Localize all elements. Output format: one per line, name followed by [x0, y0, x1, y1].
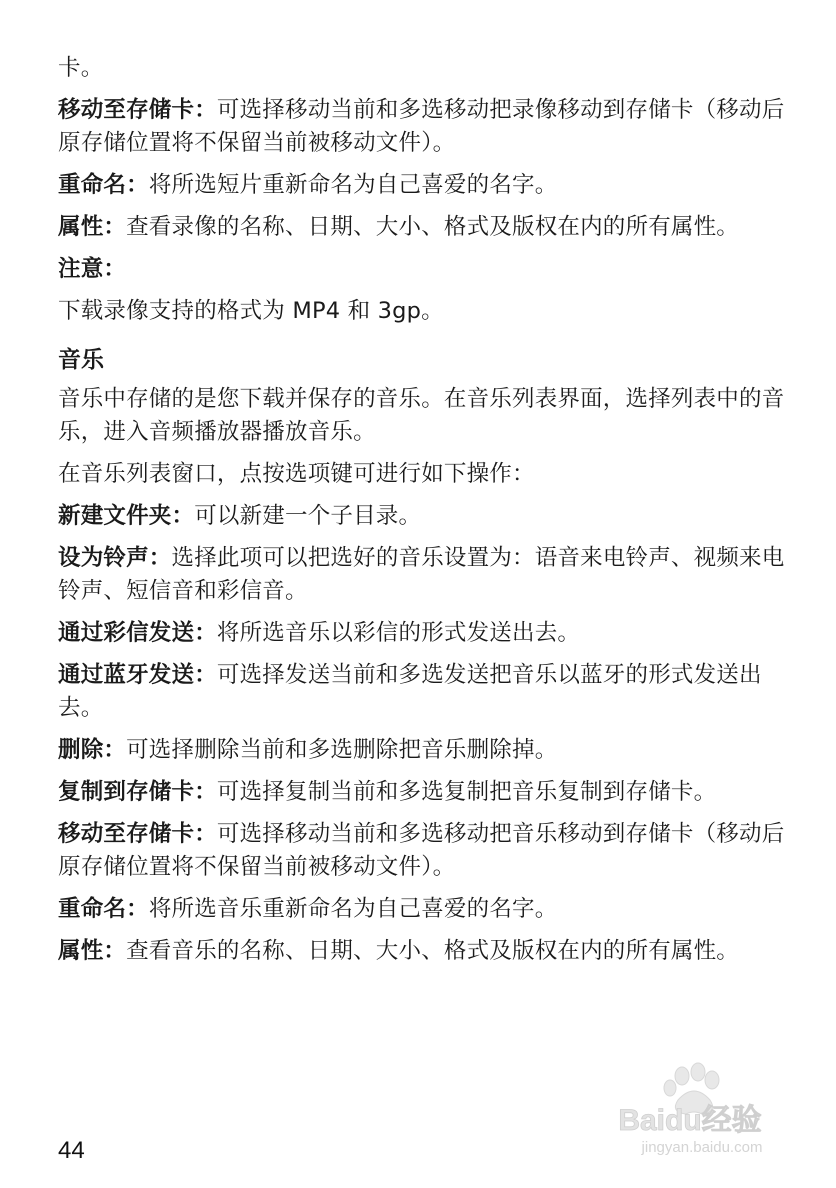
- rename-entry: [58, 169, 788, 202]
- music-option-move-to-card: [58, 818, 788, 884]
- entry-desc: 将所选音乐重新命名为自己喜爱的名字。: [148, 896, 558, 922]
- entry-desc: 将所选短片重新命名为自己喜爱的名字。: [148, 172, 558, 198]
- entry-term: 设为铃声：: [58, 545, 172, 571]
- entry-term: 移动至存储卡：: [58, 821, 217, 847]
- move-to-card-entry: [58, 94, 788, 160]
- note-label-text: 注意：: [58, 256, 127, 282]
- music-option-properties: [58, 935, 788, 968]
- entry-desc: 可选择移动当前和多选移动把录像移动到存储卡（移动后原存储位置将不保留当前被移动文件）。: [58, 97, 785, 156]
- page-number: 44: [58, 1137, 85, 1164]
- music-option-new-folder: [58, 500, 788, 533]
- entry-term: 移动至存储卡：: [58, 97, 217, 123]
- music-option-delete: [58, 734, 788, 767]
- entry-desc: 查看音乐的名称、日期、大小、格式及版权在内的所有属性。: [126, 938, 740, 964]
- music-option-copy-to-card: [58, 776, 788, 809]
- music-option-send-bluetooth: [58, 659, 788, 725]
- entry-desc: 可选择复制当前和多选复制把音乐复制到存储卡。: [216, 779, 717, 805]
- entry-desc: 查看录像的名称、日期、大小、格式及版权在内的所有属性。: [126, 214, 740, 240]
- music-option-rename: [58, 893, 788, 926]
- note-label: [58, 253, 788, 286]
- manual-page: [58, 52, 788, 977]
- music-option-set-ringtone: [58, 542, 788, 608]
- entry-term: 删除：: [58, 737, 127, 763]
- entry-desc: 选择此项可以把选好的音乐设置为：语音来电铃声、视频来电铃声、短信音和彩信音。: [58, 545, 785, 604]
- entry-desc: 可选择删除当前和多选删除把音乐删除掉。: [126, 737, 558, 763]
- entry-desc: 可以新建一个子目录。: [194, 503, 422, 529]
- entry-term: 重命名：: [58, 896, 149, 922]
- music-section-heading: 音乐: [58, 347, 104, 373]
- watermark-url: jingyan.baidu.com: [641, 1139, 763, 1156]
- watermark-brand: Baidu经验: [618, 1104, 762, 1137]
- entry-desc: 可选择发送当前和多选发送把音乐以蓝牙的形式发送出去。: [58, 662, 762, 721]
- music-intro: 音乐中存储的是您下载并保存的音乐。在音乐列表界面，选择列表中的音乐，进入音频播放器播放音乐。: [58, 386, 785, 445]
- entry-term: 新建文件夹：: [58, 503, 195, 529]
- properties-entry: [58, 211, 788, 244]
- entry-desc: 将所选音乐以彩信的形式发送出去。: [216, 620, 581, 646]
- entry-term: 通过蓝牙发送：: [58, 662, 217, 688]
- entry-term: 通过彩信发送：: [58, 620, 217, 646]
- entry-term: 属性：: [58, 214, 127, 240]
- entry-term: 复制到存储卡：: [58, 779, 217, 805]
- entry-term: 重命名：: [58, 172, 149, 198]
- note-text: 下载录像支持的格式为 MP4 和 3gp。: [58, 298, 444, 324]
- baidu-jingyan-watermark-icon: [590, 1060, 790, 1160]
- entry-desc: 可选择移动当前和多选移动把音乐移动到存储卡（移动后原存储位置将不保留当前被移动文件）。: [58, 821, 785, 880]
- music-menu-intro: 在音乐列表窗口，点按选项键可进行如下操作：: [58, 461, 535, 487]
- continuation-text: 卡。: [58, 55, 104, 81]
- entry-term: 属性：: [58, 938, 127, 964]
- music-option-send-mms: [58, 617, 788, 650]
